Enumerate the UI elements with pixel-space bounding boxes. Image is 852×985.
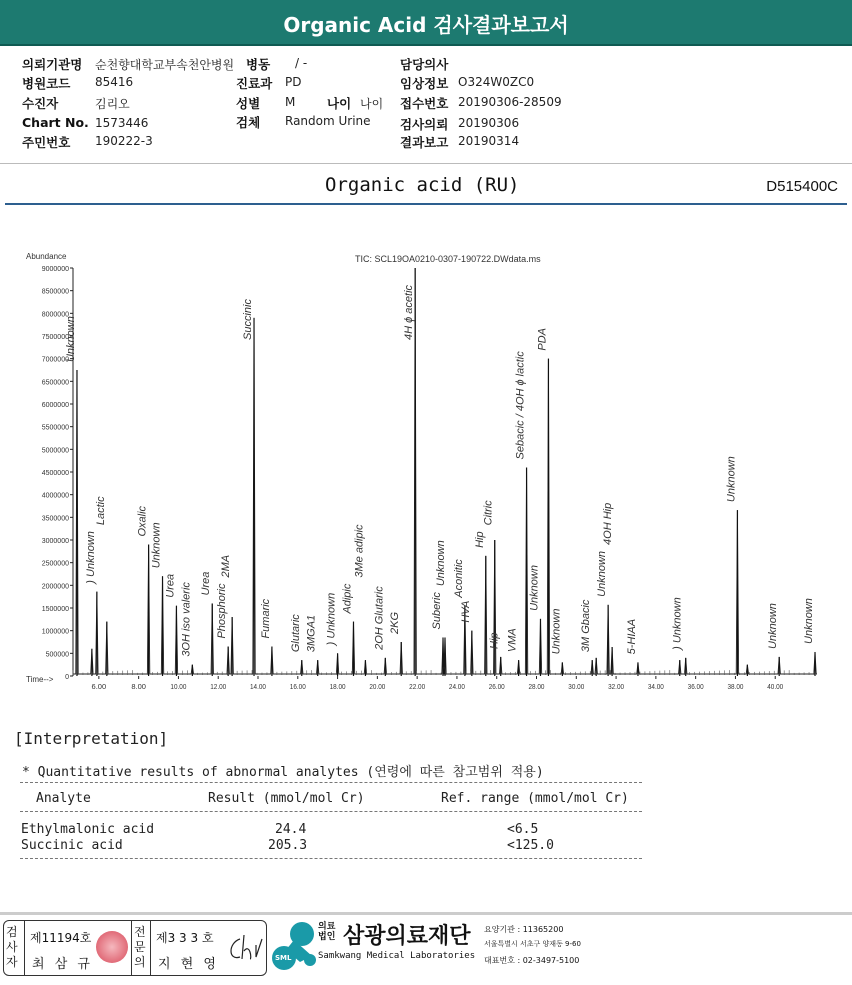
row-result: 24.4 <box>275 822 307 837</box>
footer-divider <box>0 912 852 915</box>
cell-divider <box>24 921 25 975</box>
specialist-name: 지 현 영 <box>158 957 219 972</box>
x-tick-label: 40.00 <box>767 682 784 690</box>
id-label: 주민번호 <box>22 135 71 150</box>
y-tick-label: 4500000 <box>41 470 69 477</box>
peak-annotation: Succinic <box>242 299 255 340</box>
x-tick-label: 18.00 <box>329 682 346 690</box>
y-tick-label: 1000000 <box>41 628 69 636</box>
divider <box>0 163 852 164</box>
peak-annotation: 3MGA1 <box>305 614 318 653</box>
age-value: 나이 <box>360 97 384 111</box>
physician-label: 담당의사 <box>400 57 449 72</box>
peak-annotation: Phosphoric <box>216 583 229 639</box>
y-tick-label: 2500000 <box>41 560 69 568</box>
lab-logo <box>270 920 316 972</box>
y-tick-label: 500000 <box>45 651 69 659</box>
patient-value: 김리오 <box>95 97 130 111</box>
org-prefix: 의료법인 <box>318 922 336 942</box>
y-tick-label: 9000000 <box>41 266 69 273</box>
x-tick-label: 32.00 <box>608 682 625 690</box>
y-tick-label: 7500000 <box>41 334 69 341</box>
peak-annotation: HVA <box>459 600 472 623</box>
peak-annotation: Urea <box>164 573 177 598</box>
row-analyte: Ethylmalonic acid <box>21 822 155 837</box>
peak-annotation: Sebacic / 4OH ϕ lactic <box>514 351 527 460</box>
ward-label: 병동 <box>246 57 271 72</box>
y-tick-label: 8500000 <box>41 288 69 296</box>
receipt-label: 접수번호 <box>400 96 449 111</box>
peak-annotation: ) Unknown <box>325 592 338 646</box>
sex-value: M <box>285 95 296 109</box>
org-english: Samkwang Medical Laboratories <box>318 951 476 961</box>
peak-annotation: 3OH iso valeric <box>180 582 193 657</box>
interpretation-subtitle: * Quantitative results of abnormal analytes (연령에 따른 참고범위 적용) <box>22 765 544 780</box>
interpretation-title: [Interpretation] <box>14 729 169 748</box>
age-label: 나이 <box>327 96 352 111</box>
y-tick-label: 8000000 <box>41 311 69 319</box>
report-date-value: 20190314 <box>458 134 520 148</box>
peak-annotation: Oxalic <box>136 505 149 537</box>
peak-annotation: 2MA <box>220 554 233 578</box>
peak-annotation: Urea <box>200 571 213 596</box>
peak-annotation: 2OH Glutaric <box>373 586 386 650</box>
peak-annotation: Unknown <box>528 565 541 611</box>
x-tick-label: 26.00 <box>488 682 505 690</box>
y-tick-label: 6500000 <box>41 379 69 387</box>
request-label: 검사의뢰 <box>400 117 449 132</box>
x-tick-label: 8.00 <box>131 682 146 690</box>
y-tick-label: 0 <box>65 674 69 681</box>
peak-annotation: Lactic <box>94 496 107 526</box>
cell-divider <box>150 921 151 975</box>
peak-annotation: VMA <box>506 628 519 653</box>
specialist-label: 전문의 <box>134 925 146 969</box>
x-tick-label: 30.00 <box>568 682 585 690</box>
dashed-rule <box>20 782 642 783</box>
department-label: 진료과 <box>236 76 273 91</box>
institution-label: 의뢰기관명 <box>22 57 83 72</box>
seal-stamp <box>96 931 128 963</box>
section-divider <box>5 203 847 205</box>
test-code: D515400C <box>766 178 838 195</box>
peak-annotation: Hip <box>473 531 486 548</box>
row-result: 205.3 <box>268 838 308 853</box>
peak-annotation: Suberic <box>431 592 444 630</box>
x-tick-label: 10.00 <box>170 682 187 690</box>
x-tick-label: 16.00 <box>289 682 306 690</box>
logo-mark <box>270 920 316 972</box>
chart-no-label: Chart No. <box>22 115 89 130</box>
x-axis-label: Time--> <box>26 675 54 684</box>
x-tick-label: 22.00 <box>409 682 426 690</box>
section-title: Organic acid (RU) <box>325 174 520 196</box>
x-tick-label: 36.00 <box>687 682 704 690</box>
x-tick-label: 24.00 <box>448 682 465 690</box>
x-tick-label: 34.00 <box>647 682 664 690</box>
x-tick-label: 12.00 <box>210 682 227 690</box>
dashed-rule <box>20 811 642 812</box>
peak-annotation: Aconitic <box>452 559 465 598</box>
examiner-label: 검사자 <box>6 925 18 969</box>
peak-annotation: 3Me adipic <box>353 524 366 578</box>
report-title: Organic Acid 검사결과보고서 <box>0 0 852 46</box>
clinical-value: O324W0ZC0 <box>458 75 535 89</box>
peak-annotation: Unknown <box>596 550 609 597</box>
id-value: 190222-3 <box>95 134 153 148</box>
request-value: 20190306 <box>458 116 520 130</box>
chart-title: TIC: SCL19OA0210-0307-190722.DWdata.ms <box>355 254 541 264</box>
row-ref: <6.5 <box>507 822 539 837</box>
x-tick-label: 38.00 <box>727 682 744 690</box>
peak-annotation: Unknown <box>725 456 738 503</box>
y-tick-label: 5500000 <box>41 424 69 432</box>
peak-annotation: ) Unknown <box>84 531 97 584</box>
peak-annotation: Unknown <box>64 316 77 362</box>
y-tick-label: 1500000 <box>41 606 69 613</box>
peak-annotation: Unknown <box>803 598 816 644</box>
y-tick-label: 6000000 <box>41 402 69 409</box>
peak-annotation: 3M Gbacic <box>580 599 593 653</box>
header-result: Result (mmol/mol Cr) <box>208 791 365 806</box>
peak-annotation: Unknown <box>434 540 447 587</box>
specimen-value: Random Urine <box>285 114 371 128</box>
institution-value: 순천향대학교부속천안병원 <box>95 58 235 72</box>
org-name: 삼광의료재단 <box>343 924 471 949</box>
signature <box>226 933 266 965</box>
department-value: PD <box>285 75 302 89</box>
y-axis-label: Abundance <box>26 252 67 261</box>
chromatogram <box>20 250 832 690</box>
y-tick-label: 2000000 <box>41 583 69 591</box>
peak-annotation: 2KG <box>389 611 402 634</box>
specialist-number: 제3 3 3 호 <box>156 931 214 945</box>
peak-annotation: ) Unknown <box>671 597 684 650</box>
peak-annotation: Fumaric <box>259 598 272 639</box>
peak-annotation: Unknown <box>767 603 780 649</box>
signature-box <box>3 920 267 976</box>
report-date-label: 결과보고 <box>400 135 449 150</box>
peak-annotation: Adipic <box>341 583 354 614</box>
y-tick-label: 5000000 <box>41 447 69 455</box>
cell-divider <box>131 921 132 975</box>
ward-value: / - <box>295 56 308 70</box>
org-phone: 대표번호 : 02-3497-5100 <box>484 956 580 965</box>
sex-label: 성별 <box>236 96 261 111</box>
clinical-label: 임상정보 <box>400 76 449 91</box>
header-analyte: Analyte <box>36 791 91 806</box>
hospital-code-value: 85416 <box>95 75 134 89</box>
logo-text: SML <box>275 954 292 962</box>
y-tick-label: 3000000 <box>41 538 69 545</box>
specimen-label: 검체 <box>236 115 261 130</box>
x-tick-label: 20.00 <box>369 682 386 690</box>
org-address: 서울특별시 서초구 양재동 9-60 <box>484 940 581 948</box>
examiner-number: 제11194호 <box>30 931 92 945</box>
examiner-name: 최 삼 규 <box>32 957 93 972</box>
receipt-value: 20190306-28509 <box>458 95 562 109</box>
x-tick-label: 14.00 <box>250 682 267 690</box>
header-ref: Ref. range (mmol/mol Cr) <box>441 791 629 806</box>
row-ref: <125.0 <box>507 838 554 853</box>
dashed-rule <box>20 858 642 859</box>
y-tick-label: 3500000 <box>41 515 69 523</box>
peak-annotation: Unknown <box>150 522 163 569</box>
row-analyte: Succinic acid <box>21 838 123 853</box>
y-tick-label: 4000000 <box>41 492 69 500</box>
chart-no-value: 1573446 <box>95 116 149 130</box>
hospital-code-label: 병원코드 <box>22 76 71 91</box>
peak-annotation: 4H ϕ acetic <box>403 284 416 340</box>
peak-annotation: Unknown <box>550 608 563 655</box>
peak-annotation: 4OH Hip <box>602 502 615 545</box>
x-tick-label: 6.00 <box>91 682 107 690</box>
org-code: 요양기관 : 11365200 <box>484 925 564 934</box>
peak-annotation: Hip <box>488 632 501 649</box>
peak-annotation: PDA <box>536 328 549 351</box>
peak-annotation: Citric <box>482 500 495 526</box>
peak-annotation: 5-HIAA <box>625 618 638 655</box>
x-tick-label: 28.00 <box>528 682 545 690</box>
y-tick-label: 7000000 <box>41 356 69 364</box>
patient-label: 수진자 <box>22 96 59 111</box>
peak-annotation: Glutaric <box>289 614 302 653</box>
